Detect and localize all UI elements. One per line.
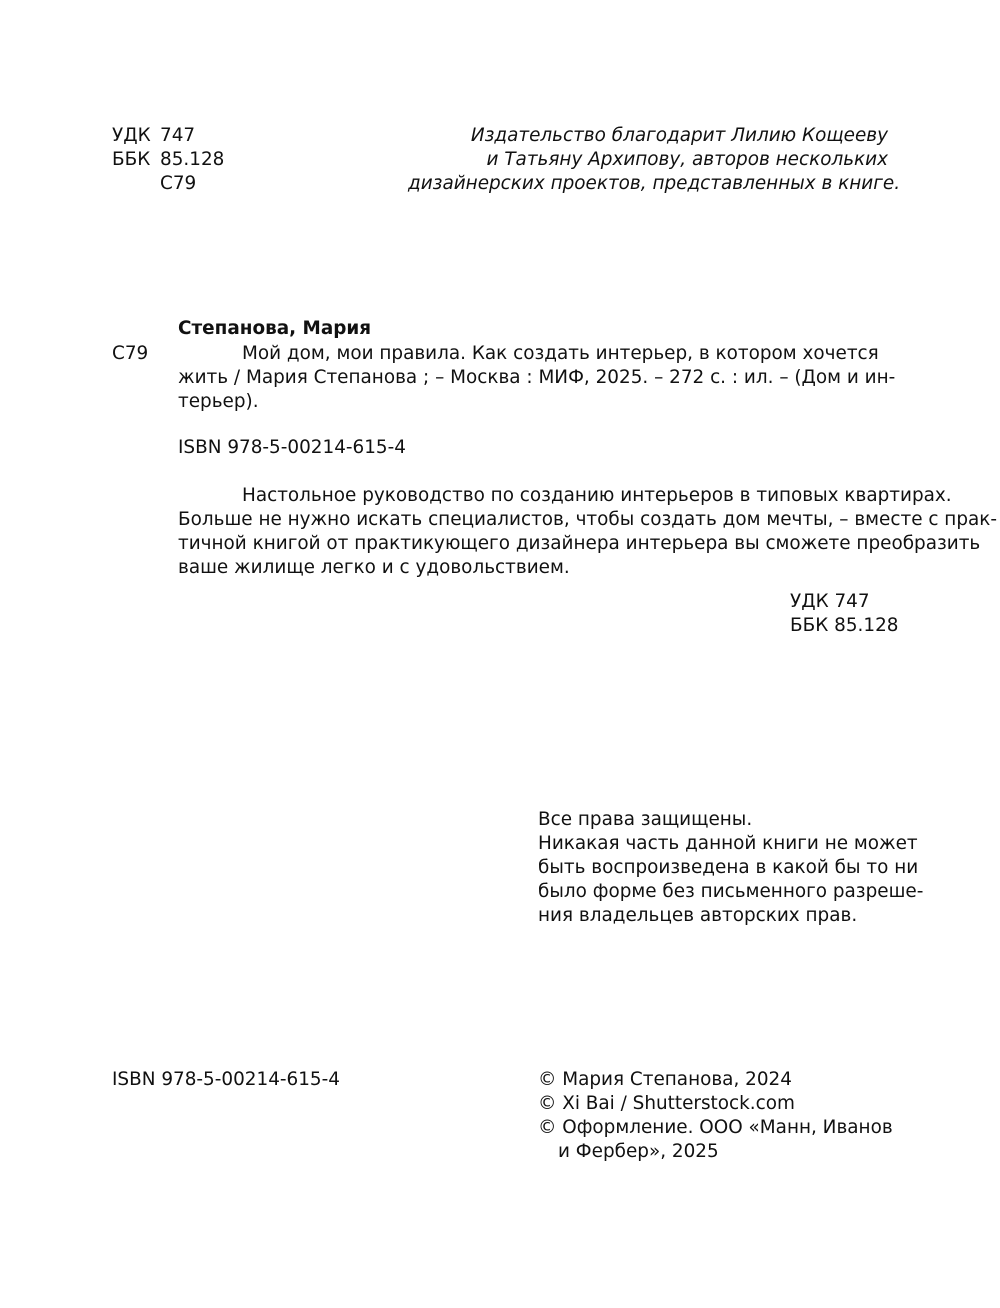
annotation-line: ваше жилище легко и с удовольствием. xyxy=(178,557,570,578)
isbn-record: ISBN 978-5-00214-615-4 xyxy=(178,437,406,458)
isbn-bottom: ISBN 978-5-00214-615-4 xyxy=(112,1069,340,1090)
annotation-line: Больше не нужно искать специалистов, чтобы создать дом мечты, – вместе с прак- xyxy=(178,509,998,530)
rights-line: быть воспроизведена в какой бы то ни xyxy=(538,857,919,878)
bbk-bottom: ББК 85.128 xyxy=(790,615,899,636)
rights-notice xyxy=(538,808,924,928)
classification-top xyxy=(112,124,252,196)
cutter-code-top: С79 xyxy=(160,173,197,194)
copyright-line: © Xi Bai / Shutterstock.com xyxy=(538,1093,795,1114)
copyrights xyxy=(538,1068,893,1164)
ack-line: дизайнерских проектов, представленных в книге. xyxy=(408,173,901,194)
copyright-line: © Мария Степанова, 2024 xyxy=(538,1069,792,1090)
copyright-line: и Фербер», 2025 xyxy=(558,1141,719,1162)
rights-line: ния владельцев авторских прав. xyxy=(538,905,858,926)
ack-line: Издательство благодарит Лилию Кощееву xyxy=(470,125,888,146)
biblio-line: терьер). xyxy=(178,391,259,412)
annotation xyxy=(178,484,998,580)
author-heading: Степанова, Мария xyxy=(178,318,372,339)
bbk-label: ББК xyxy=(112,149,151,170)
rights-line: Никакая часть данной книги не может xyxy=(538,833,918,854)
annotation-line: тичной книгой от практикующего дизайнера интерьера вы сможете преобразить xyxy=(178,533,981,554)
udk-row xyxy=(112,124,252,148)
copyright-line: © Оформление. ООО «Манн, Иванов xyxy=(538,1117,893,1138)
rights-line: Все права защищены. xyxy=(538,809,753,830)
biblio-line: жить / Мария Степанова ; – Москва : МИФ, 2025. – 272 с. : ил. – (Дом и ин- xyxy=(178,367,896,388)
udk-bottom: УДК 747 xyxy=(790,591,870,612)
cutter-code: С79 xyxy=(112,343,149,364)
classification-bottom xyxy=(790,590,900,638)
bbk-value: 85.128 xyxy=(160,149,225,170)
bibliographic-description xyxy=(178,342,896,414)
ack-line: и Татьяну Архипову, авторов нескольких xyxy=(486,149,888,170)
bbk-row xyxy=(112,148,252,172)
biblio-line: Мой дом, мои правила. Как создать интерьер, в котором хочется xyxy=(242,343,879,364)
udk-value: 747 xyxy=(160,125,196,146)
rights-line: было форме без письменного разреше- xyxy=(538,881,924,902)
annotation-line: Настольное руководство по созданию интерьеров в типовых квартирах. xyxy=(242,485,952,506)
cutter-row xyxy=(112,172,252,196)
acknowledgement xyxy=(408,124,901,196)
udk-label: УДК xyxy=(112,125,151,146)
